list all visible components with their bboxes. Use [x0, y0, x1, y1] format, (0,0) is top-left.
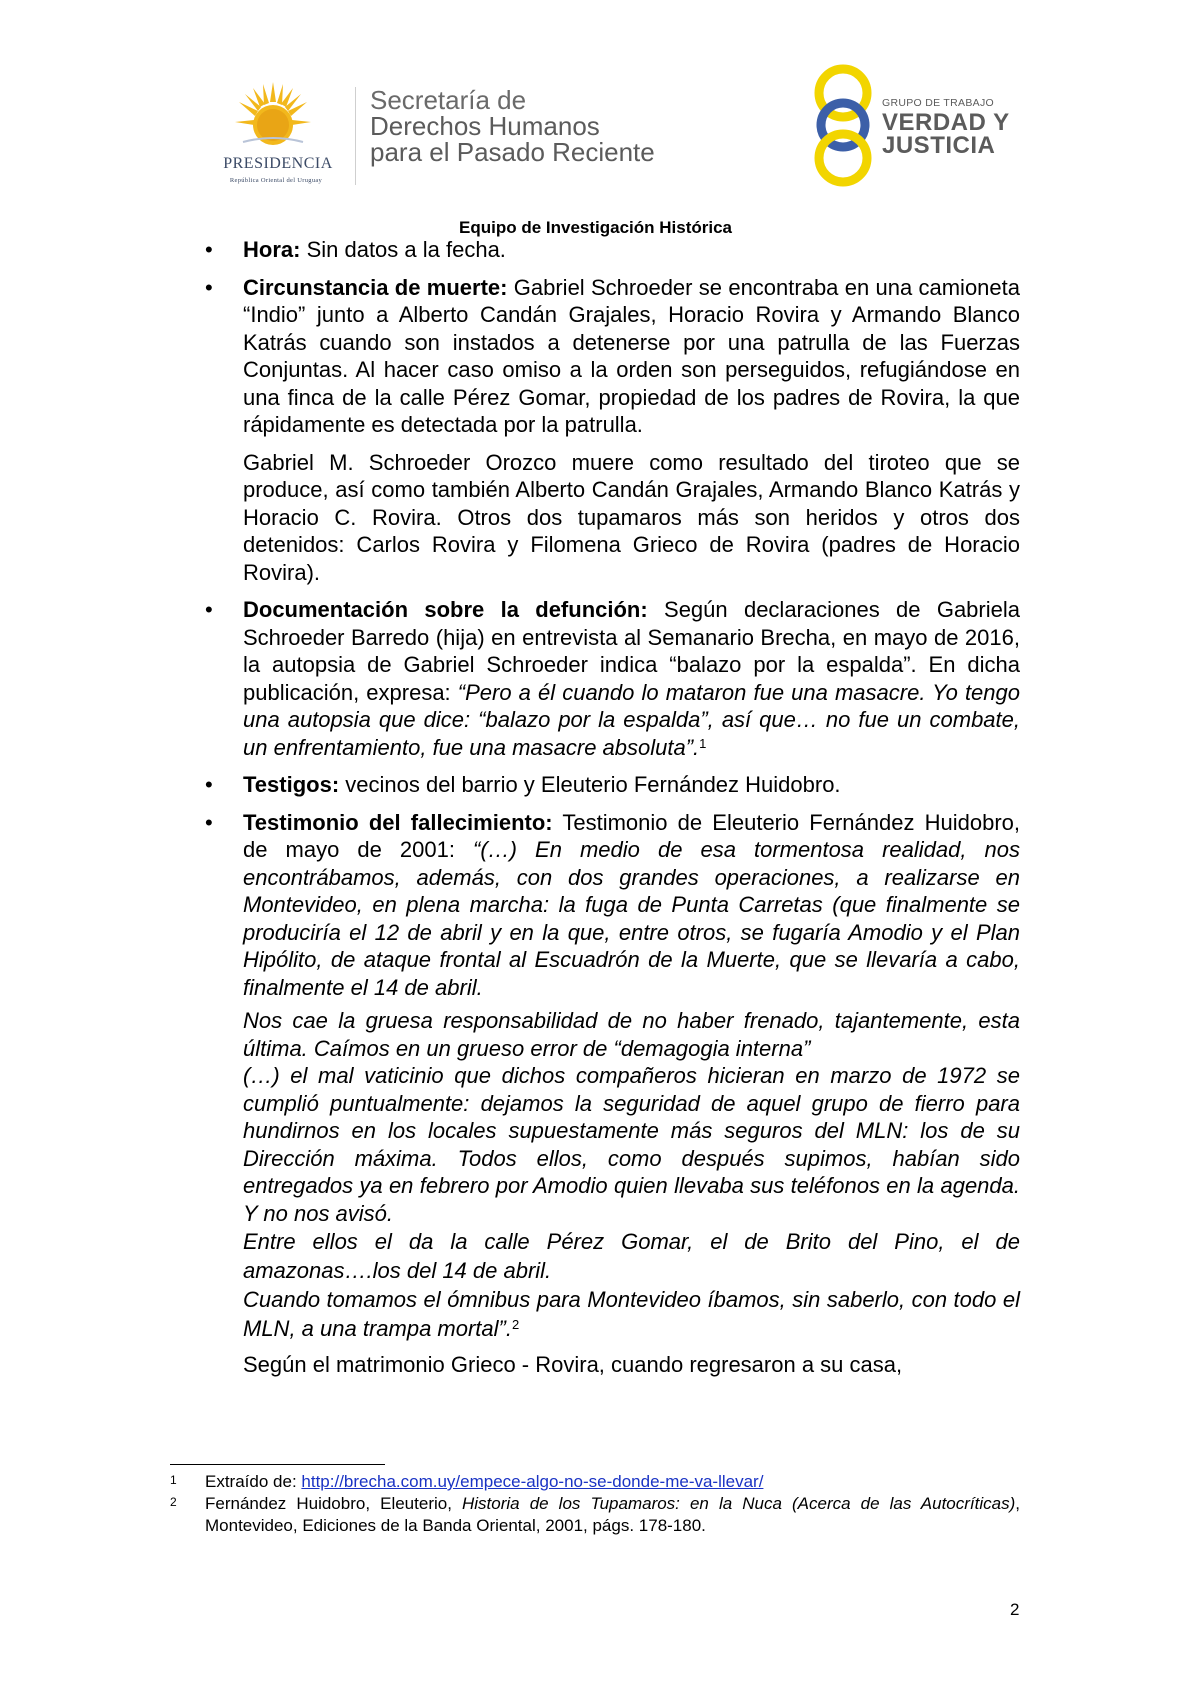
section-title: Equipo de Investigación Histórica	[459, 218, 732, 237]
documentacion-label: Documentación sobre la defunción:	[243, 597, 648, 622]
bullet-icon: •	[205, 809, 213, 835]
quote-paragraph-5-text: Cuando tomamos el ómnibus para Montevideo íbamos, sin saberlo, con todo el MLN, a una trampa mortal”.	[243, 1287, 1020, 1341]
quote-paragraph-5	[205, 1285, 1020, 1343]
footnote-1-prefix: Extraído de:	[205, 1472, 302, 1491]
footnote-2	[170, 1493, 1020, 1537]
secretaria-line-2: Derechos Humanos	[370, 111, 600, 141]
hora-text: Sin datos a la fecha.	[300, 237, 506, 262]
list-item-hora	[205, 236, 1020, 264]
list-item-documentacion	[205, 596, 1020, 761]
circunstancia-text: Gabriel Schroeder se encontraba en una camioneta “Indio” junto a Alberto Candán Grajales, Horacio Rovira y Armando Blanco Katrás cuando son instados a detenerse por una patrulla de las Fuerzas Conjuntas. Al hacer caso omiso a la orden son perseguidos, refugiándose en una finca de la calle Pérez Gomar, propiedad de los padres de Rovira, la que rápidamente es detectada por la patrulla.	[243, 274, 1021, 437]
closing-paragraph: Según el matrimonio Grieco - Rovira, cuando regresaron a su casa,	[243, 1352, 903, 1377]
footnote-ref-2[interactable]: 2	[511, 1317, 520, 1332]
circunstancia-paragraph-2: Gabriel M. Schroeder Orozco muere como resultado del tiroteo que se produce, así como también Alberto Candán Grajales, Armando Blanco Katrás y Horacio C. Rovira. Otros dos tupamaros más son heridos y otros dos detenidos: Carlos Rovira y Filomena Grieco de Rovira (padres de Horacio Rovira).	[243, 449, 1020, 585]
justicia-word: JUSTICIA	[882, 132, 996, 159]
testigos-text: vecinos del barrio y Eleuterio Fernández Huidobro.	[339, 772, 841, 797]
footnote-1-number: 1	[170, 1473, 177, 1487]
footnotes	[170, 1471, 1020, 1537]
list-item-circunstancia	[205, 274, 1020, 439]
header-divider	[355, 87, 356, 185]
bullet-icon: •	[205, 237, 213, 262]
footnote-2-publisher: , Montevideo, Ediciones de la Banda Oriental, 2001, págs. 178-180.	[205, 1494, 1020, 1535]
testimonio-quote: “(…) En medio de esa tormentosa realidad, nos encontrábamos, además, con dos grandes operaciones, a realizarse en Montevideo, en plena marcha: la fuga de Punta Carretas (que finalmente se produciría el 12 de abril y en la que, entre otros, se fugaría Amodio y el Plan Hipólito, de ataque frontal al Escuadrón de la Muerte, que se llevaría a cabo, finalmente el 14 de abril.	[243, 837, 1021, 1000]
presidencia-logo	[195, 80, 355, 195]
secretaria-title	[370, 87, 700, 165]
bullet-icon: •	[205, 772, 213, 797]
verdad-justicia-logo	[810, 63, 1020, 188]
bullet-icon: •	[205, 274, 213, 300]
testigos-label: Testigos:	[243, 772, 340, 797]
bullet-icon: •	[205, 597, 213, 622]
footnote-1	[170, 1471, 1020, 1493]
list-item-testimonio	[205, 809, 1020, 1002]
footnote-separator	[170, 1464, 385, 1465]
page-number: 2	[1010, 1600, 1020, 1619]
documentacion-text: Según declaraciones de Gabriela Schroeder Barredo (hija) en entrevista al Semanario Brecha, en mayo de 2016, la autopsia de Gabriel Schroeder indica “balazo por la espalda”. En dicha publicación, expresa:	[243, 597, 1020, 705]
presidencia-subtitle: República Oriental del Uruguay	[229, 177, 323, 184]
verdad-word: VERDAD Y	[882, 109, 1010, 136]
quote-paragraph-2: Nos cae la gruesa responsabilidad de no haber frenado, tajantemente, esta última. Caímos en un grueso error de “demagogia interna”	[243, 1008, 1020, 1061]
footnote-2-title: Historia de los Tupamaros: en la Nuca (Acerca de las Autocríticas)	[462, 1494, 1016, 1513]
hora-label: Hora:	[243, 237, 301, 262]
circunstancia-label: Circunstancia de muerte:	[243, 274, 508, 300]
document-body	[205, 236, 1020, 1389]
footnote-2-author: Fernández Huidobro, Eleuterio,	[205, 1494, 462, 1513]
interlocking-rings-icon	[810, 63, 880, 188]
quote-paragraph-3: (…) el mal vaticinio que dichos compañeros hicieran en marzo de 1972 se cumplió puntualmente: dejamos la seguridad de aquel grupo de fierro para hundirnos en los locales supuestamente más seguros del MLN: los de su Dirección máxima. Todos ellos, como después supimos, habían sido entregados ya en febrero por Amodio quien llevaba sus teléfonos en la agenda. Y no nos avisó.	[243, 1063, 1020, 1226]
sun-emblem-icon	[233, 80, 313, 150]
secretaria-line-3: para el Pasado Reciente	[370, 137, 655, 167]
footnote-1-link[interactable]: http://brecha.com.uy/empece-algo-no-se-donde-me-va-llevar/	[301, 1472, 764, 1491]
footnote-2-number: 2	[170, 1495, 177, 1509]
secretaria-line-1: Secretaría de	[370, 85, 527, 115]
verdad-justicia-wordmark	[882, 111, 1010, 157]
documentacion-quote: “Pero a él cuando lo mataron fue una masacre. Yo tengo una autopsia que dice: “balazo por la espalda”, así que… no fue un combate, un enfrentamiento, fue una masacre absoluta”.	[243, 679, 1020, 760]
list-item-testigos	[205, 771, 1020, 799]
testimonio-text: Testimonio de Eleuterio Fernández Huidobro, de mayo de 2001:	[243, 809, 1020, 862]
page-header	[195, 55, 1015, 195]
presidencia-wordmark: PRESIDENCIA	[223, 155, 333, 172]
quote-paragraph-4: Entre ellos el da la calle Pérez Gomar, el de Brito del Pino, el de amazonas….los del 14 de abril.	[243, 1229, 1020, 1283]
grupo-trabajo-label: GRUPO DE TRABAJO	[882, 97, 994, 109]
testimonio-label: Testimonio del fallecimiento:	[243, 809, 553, 835]
footnote-ref-1[interactable]: 1	[699, 735, 707, 751]
